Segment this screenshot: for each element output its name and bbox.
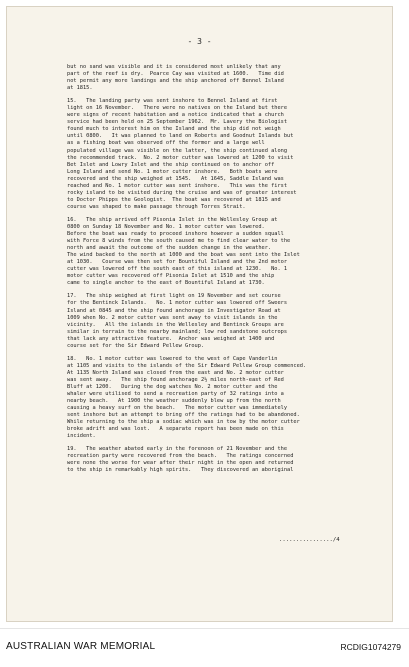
text-line: similar in terrain to the nearby mainland; low red sandstone outcrops xyxy=(67,328,288,335)
text-line: course set for the Sir Edward Pellew Group. xyxy=(67,342,205,349)
text-line: 0800 on Sunday 18 November and No. 1 motor cutter was lowered. xyxy=(67,223,265,230)
record-id: RCDIG1074279 xyxy=(340,642,401,652)
text-line: the recommended track. No. 2 motor cutter was lowered at 1200 to visit xyxy=(67,154,294,161)
text-line: course was shaped to make passage through Torres Strait. xyxy=(67,203,246,210)
text-line: was sent away. The ship found anchorage 2½ miles north-east of Red xyxy=(67,376,284,383)
text-line: motor cutter was recovered off Pisonia Islet at 1510 and the ship xyxy=(67,273,275,280)
text-line: at 1815. xyxy=(67,85,93,92)
text-line: cutter was lowered off the south east of this island at 1230. No. 1 xyxy=(67,266,288,273)
text-line: Bet Islet and Lowry Islet and the ship continued on to anchor off xyxy=(67,161,275,168)
text-line: Before the boat was ready to proceed inshore however a sudden squall xyxy=(67,231,284,238)
text-line: found much to interest him on the Island and the ship did not weigh xyxy=(67,126,281,133)
text-line: north and await the outcome of the sudden change in the weather. xyxy=(67,245,272,252)
text-line: populated village was visible on the latter, the ship continued along xyxy=(67,147,288,154)
text-line: Bluff at 1200. During the dog watches No. 2 motor cutter and the xyxy=(67,383,278,390)
text-line: 15. The landing party was sent inshore to Bennel Island at first xyxy=(67,98,278,105)
text-line: recreation party were recovered from the beach. The ratings concerned xyxy=(67,453,294,460)
text-line: While returning to the ship a sodiac which was in tow by the motor cutter xyxy=(67,419,300,426)
text-line: At 1135 North Island was closed from the east and No. 2 motor cutter xyxy=(67,369,284,376)
text-line: causing a heavy surf on the beach. The motor cutter was immediately xyxy=(67,405,288,412)
paragraph xyxy=(67,98,379,211)
text-line: were none the worse for wear after their night in the open and returned xyxy=(67,460,294,467)
document-page xyxy=(6,6,393,622)
text-line: came to single anchor to the east of Bountiful Island at 1730. xyxy=(67,280,265,287)
text-line: recovered and the ship weighed at 1545. At 1645, Saddle Island was xyxy=(67,175,284,182)
text-line: 19. The weather abated early in the forenoon of 21 November and the xyxy=(67,446,288,453)
text-line: were signs of recent habitation and a notice indicated that a church xyxy=(67,112,284,119)
paragraph xyxy=(67,293,379,349)
paragraph xyxy=(67,64,379,92)
text-line: broke adrift and was lost. A separate report has been made on this xyxy=(67,426,284,433)
text-line: 1009 when No. 2 motor cutter was sent away to visit islands in the xyxy=(67,314,278,321)
text-line: rocky island to be visited during the cruise and was of greater interest xyxy=(67,189,297,196)
text-line: part of the reef is dry. Pearce Cay was visited at 1600. Time did xyxy=(67,71,284,78)
text-line: Island at 0845 and the ship found anchorage in Investigator Road at xyxy=(67,307,281,314)
text-line: sent inshore but an attempt to bring off the ratings had to be abandoned. xyxy=(67,412,300,419)
text-line: light on 16 November. There were no natives on the Island but there xyxy=(67,105,288,112)
text-line: to the ship in remarkably high spirits. They discovered an aboriginal xyxy=(67,467,294,474)
text-line: reached and No. 1 motor cutter was sent inshore. This was the first xyxy=(67,182,288,189)
paragraph xyxy=(67,217,379,287)
text-line: vicinity. All the islands in the Wellesley and Bentinck Groups are xyxy=(67,321,284,328)
text-line: that lack any attractive feature. Anchor was weighed at 1400 and xyxy=(67,335,275,342)
text-line: to Doctor Phipps the Geologist. The boat was recovered at 1815 and xyxy=(67,196,281,203)
text-line: for the Bentinck Islands. No. 1 motor cutter was lowered off Sweers xyxy=(67,300,288,307)
text-line: at 1030. Course was then set for Bountiful Island and the 2nd motor xyxy=(67,259,288,266)
text-line: nearby beach. At 1900 the weather suddenly blew up from the north xyxy=(67,398,281,405)
text-line: service had been held on 25 September 1962. Mr. Lavery the Biologist xyxy=(67,119,288,126)
text-line: but no sand was visible and it is considered most unlikely that any xyxy=(67,64,281,70)
page-number: - 3 - xyxy=(187,37,212,46)
text-line: with Force 8 winds from the south caused me to find clear water to the xyxy=(67,238,291,245)
paragraph xyxy=(67,446,379,474)
text-line: Long Island and send No. 1 motor cutter inshore. Both boats were xyxy=(67,168,278,175)
text-line: until 0800. It was planned to land on Roberts and Goodnut Islands but xyxy=(67,133,294,140)
text-line: 17. The ship weighed at first light on 19 November and set course xyxy=(67,293,281,300)
text-line: at 1105 and visits to the islands of the Sir Edward Pellew Group commenced. xyxy=(67,362,307,369)
paragraph xyxy=(67,356,379,441)
report-body xyxy=(67,64,379,481)
archive-footer xyxy=(0,628,409,667)
text-line: whaler were utilised to send a recreation party of 32 ratings into a xyxy=(67,391,284,398)
text-line: 16. The ship arrived off Pisonia Islet in the Wellesley Group at xyxy=(67,216,278,223)
continuation-marker: ................/4 xyxy=(279,537,340,543)
text-line: not permit any more landings and the ship anchored off Bennel Island xyxy=(67,78,284,85)
text-line: 18. No. 1 motor cutter was lowered to the west of Cape Vanderlin xyxy=(67,355,278,362)
text-line: incident. xyxy=(67,433,96,440)
archive-name: AUSTRALIAN WAR MEMORIAL xyxy=(6,641,156,652)
text-line: The wind backed to the north at 1000 and the boat was sent into the Islet xyxy=(67,252,300,259)
text-line: as a fishing boat was observed off the former and a large well xyxy=(67,140,265,147)
